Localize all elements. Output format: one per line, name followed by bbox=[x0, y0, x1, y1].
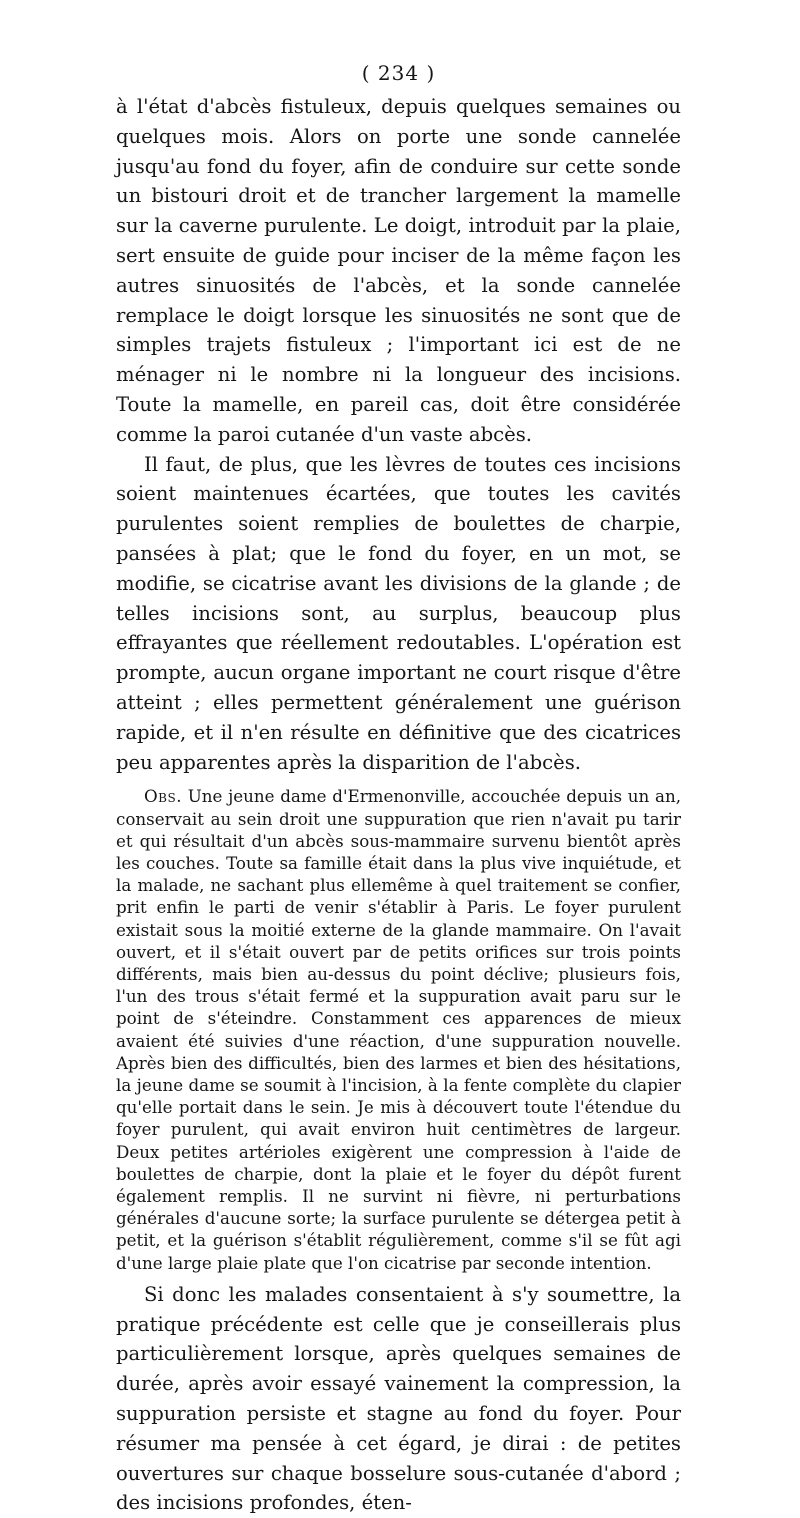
observation-label: Obs. bbox=[144, 786, 183, 807]
paragraph-incisions: Il faut, de plus, que les lèvres de toutes ces incisions soient maintenues écartées, que toutes les cavités purulentes soient remplies de boulettes de charpie, pansées à plat; que le fond du foyer, en un mot, se modifie, se cicatrise avant les divisions de la glande ; de telles incisions sont, au surplus, beaucoup plus effrayantes que réellement redoutables. L'opération est prompte, aucun organe important ne court risque d'être atteint ; elles permettent généralement une guérison rapide, et il n'en résulte en définitive que des cicatrices peu apparentes après la disparition de l'abcès. bbox=[116, 452, 681, 774]
book-page bbox=[116, 58, 681, 1518]
page-number: ( 234 ) bbox=[361, 61, 436, 85]
observation-case bbox=[116, 785, 681, 1273]
paragraph-conclusion: Si donc les malades consentaient à s'y soumettre, la pratique précédente est celle que je conseillerais plus particulièrement lorsque, après quelques semaines de durée, après avoir essayé vainement la compression, la suppuration persiste et stagne au fond du foyer. Pour résumer ma pensée à cet égard, je dirai : de petites ouvertures sur chaque bosselure sous-cutanée d'abord ; des incisions profondes, éten- bbox=[116, 1282, 681, 1515]
observation-text: Une jeune dame d'Ermenonville, accouchée depuis un an, conservait au sein droit une suppuration que rien n'avait pu tarir et qui résultait d'un abcès sous-mammaire survenu bientôt après les couches. Toute sa famille était dans la plus vive inquiétude, et la malade, ne sachant plus ellemême à quel traitement se confier, prit enfin le parti de venir s'établir à Paris. Le foyer purulent existait sous la moitié externe de la glande mammaire. On l'avait ouvert, et il s'était ouvert par de petits orifices sur trois points différents, mais bien au-dessus du point déclive; plusieurs fois, l'un des trous s'était fermé et la suppuration avait paru sur le point de s'éteindre. Constamment ces apparences de mieux avaient été suivies d'une réaction, d'une suppuration nouvelle. Après bien des difficultés, bien des larmes et bien des hésitations, la jeune dame se soumit à l'incision, à la fente complète du clapier qu'elle portait dans le sein. Je mis à découvert toute l'étendue du foyer purulent, qui avait environ huit centimètres de largeur. Deux petites artérioles exigèrent une compression à l'aide de boulettes de charpie, dont la plaie et le foyer du dépôt furent également remplis. Il ne survint ni fièvre, ni perturbations générales d'aucune sorte; la surface purulente se détergea petit à petit, et la guérison s'établit régulièrement, comme s'il se fût agi d'une large plaie plate que l'on cicatrise par seconde intention. bbox=[116, 786, 681, 1273]
paragraph-continued: à l'état d'abcès fistuleux, depuis quelques semaines ou quelques mois. Alors on porte une sonde cannelée jusqu'au fond du foyer, afin de conduire sur cette sonde un bistouri droit et de trancher largement la mamelle sur la caverne purulente. Le doigt, introduit par la plaie, sert ensuite de guide pour inciser de la même façon les autres sinuosités de l'abcès, et la sonde cannelée remplace le doigt lorsque les sinuosités ne sont que de simples trajets fistuleux ; l'important ici est de ne ménager ni le nombre ni la longueur des incisions. Toute la mamelle, en pareil cas, doit être considérée comme la paroi cutanée d'un vaste abcès. bbox=[116, 95, 681, 446]
